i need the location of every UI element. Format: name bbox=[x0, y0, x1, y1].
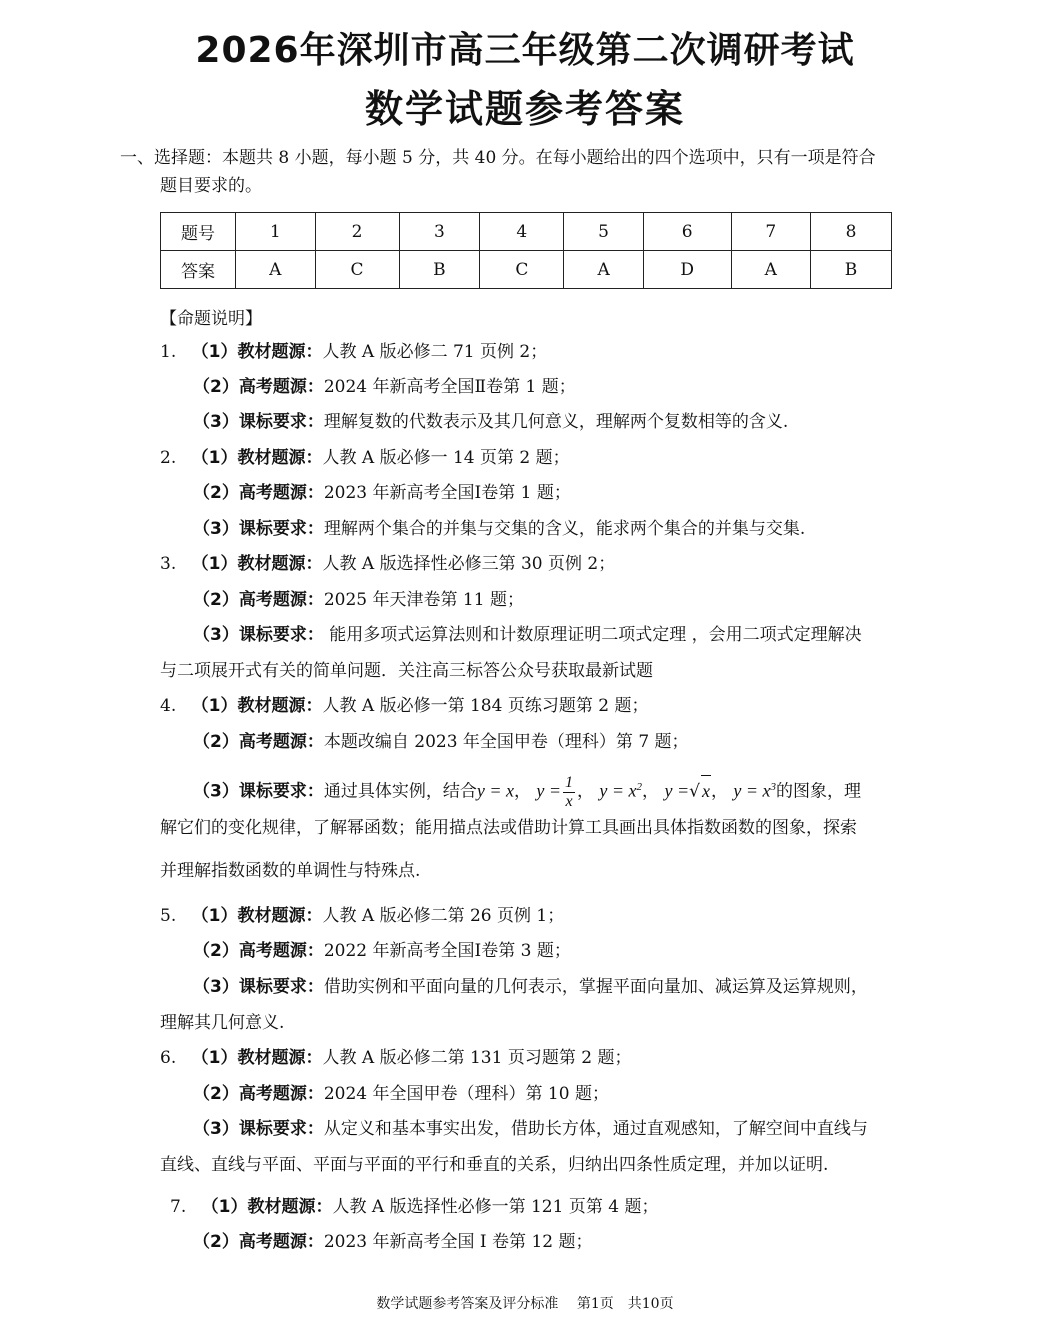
item-text: 2023 年新高考全国 Ⅰ 卷第 12 题； bbox=[323, 1232, 593, 1252]
math-expr: y = x bbox=[733, 780, 771, 801]
list-item bbox=[193, 517, 805, 541]
list-item bbox=[193, 375, 576, 399]
item-text: 能用多项式运算法则和计数原理证明二项式定理 ，会用二项式定理解决 bbox=[323, 625, 862, 645]
item-text: 从定义和基本事实出发，借助长方体，通过直观感知，了解空间中直线与 bbox=[323, 1119, 868, 1139]
item-label: （2）高考题源： bbox=[193, 483, 324, 503]
row-label-number: 题号 bbox=[161, 213, 236, 251]
table-cell: 8 bbox=[811, 213, 892, 251]
list-item bbox=[193, 410, 788, 434]
table-cell: A bbox=[731, 251, 811, 289]
list-item bbox=[160, 694, 648, 718]
item-text: 人教 A 版必修一 14 页第 2 题； bbox=[322, 448, 570, 468]
item-label: （1）教材题源： bbox=[201, 1197, 333, 1217]
list-item bbox=[193, 975, 868, 999]
item-label: （3）课标要求： bbox=[193, 781, 324, 802]
table-cell: B bbox=[811, 251, 892, 289]
explain-heading: 【命题说明】 bbox=[160, 309, 262, 329]
item-text: 2025 年天津卷第 11 题； bbox=[323, 590, 524, 610]
item-label: （2）高考题源： bbox=[193, 941, 324, 961]
math-expr: y = x bbox=[476, 780, 514, 801]
table-cell: C bbox=[480, 251, 564, 289]
item-number: 2. bbox=[160, 448, 177, 468]
item-text: 人教 A 版选择性必修三第 30 页例 2； bbox=[322, 554, 616, 574]
item-label: （2）高考题源： bbox=[193, 732, 324, 752]
math-exponent: 2 bbox=[636, 781, 643, 793]
title-line-1: 2026年深圳市高三年级第二次调研考试 bbox=[195, 30, 855, 71]
item-label: （2）高考题源： bbox=[193, 590, 324, 610]
item-label: （2）高考题源： bbox=[193, 1084, 324, 1104]
list-item bbox=[193, 1082, 609, 1106]
item-text: 2023 年新高考全国Ⅰ卷第 1 题； bbox=[323, 483, 571, 503]
item-text: 2022 年新高考全国Ⅰ卷第 3 题； bbox=[323, 941, 571, 961]
list-item bbox=[160, 1046, 631, 1070]
item-label: （3）课标要求： bbox=[193, 977, 324, 997]
math-radicand: x bbox=[701, 775, 711, 806]
table-cell: 7 bbox=[731, 213, 811, 251]
list-item bbox=[160, 904, 564, 928]
table-cell: 2 bbox=[315, 213, 399, 251]
list-item bbox=[160, 340, 547, 364]
item-number: 7. bbox=[170, 1197, 187, 1217]
item-text: 借助实例和平面向量的几何表示，掌握平面向量加、减运算及运算规则， bbox=[323, 977, 868, 997]
item-text-cont: 并理解指数函数的单调性与特殊点. bbox=[160, 861, 421, 881]
separator: ， bbox=[642, 781, 660, 802]
item-label: （1）教材题源： bbox=[191, 1048, 323, 1068]
item-text-cont: 与二项展开式有关的简单问题．关注高三标答公众号获取最新试题 bbox=[160, 661, 653, 681]
list-item bbox=[193, 1230, 592, 1254]
item-text-cont: 直线、直线与平面、平面与平面的平行和垂直的关系，归纳出四条性质定理，并加以证明. bbox=[160, 1155, 829, 1175]
item-number: 6. bbox=[160, 1048, 177, 1068]
list-item bbox=[160, 446, 570, 470]
item-text: 人教 A 版必修一第 184 页练习题第 2 题； bbox=[322, 696, 649, 716]
list-item bbox=[193, 730, 689, 754]
table-cell: 1 bbox=[236, 213, 316, 251]
separator: ， bbox=[513, 781, 531, 802]
item-text: 理解两个集合的并集与交集的含义，能求两个集合的并集与交集. bbox=[323, 519, 806, 539]
list-item bbox=[160, 552, 615, 576]
table-cell: 3 bbox=[399, 213, 480, 251]
item-label: （1）教材题源： bbox=[191, 342, 323, 362]
item-label: （1）教材题源： bbox=[191, 906, 323, 926]
item-text: 人教 A 版必修二第 26 页例 1； bbox=[322, 906, 565, 926]
math-expr: y = bbox=[536, 780, 562, 801]
table-cell: A bbox=[564, 251, 644, 289]
item-text: 人教 A 版选择性必修一第 121 页第 4 题； bbox=[332, 1197, 659, 1217]
frac-den: x bbox=[565, 792, 573, 810]
item-text-cont: 解它们的变化规律，了解幂函数；能用描点法或借助计算工具画出具体指数函数的图象，探索 bbox=[160, 818, 857, 838]
list-item bbox=[193, 1117, 868, 1141]
table-cell: A bbox=[236, 251, 316, 289]
item-number: 1. bbox=[160, 342, 177, 362]
item-text: 理解复数的代数表示及其几何意义，理解两个复数相等的含义. bbox=[323, 412, 789, 432]
item-text: 2024 年全国甲卷（理科）第 10 题； bbox=[323, 1084, 609, 1104]
list-item bbox=[193, 939, 571, 963]
answer-table bbox=[160, 212, 892, 289]
item-label: （2）高考题源： bbox=[193, 1232, 324, 1252]
page-footer: 数学试题参考答案及评分标准 第1页 共10页 bbox=[376, 1296, 674, 1312]
item-text: 本题改编自 2023 年全国甲卷（理科）第 7 题； bbox=[323, 732, 689, 752]
math-fraction bbox=[563, 774, 575, 811]
section-intro-cont: 题目要求的。 bbox=[160, 176, 262, 196]
separator: ， bbox=[577, 781, 595, 802]
list-item bbox=[193, 623, 862, 647]
item-label: （1）教材题源： bbox=[191, 554, 323, 574]
table-cell: C bbox=[315, 251, 399, 289]
list-item bbox=[193, 588, 524, 612]
math-expr: y = x bbox=[599, 780, 637, 801]
item-label: （3）课标要求： bbox=[193, 625, 324, 645]
table-cell: 4 bbox=[480, 213, 564, 251]
item-text: 人教 A 版必修二 71 页例 2； bbox=[322, 342, 548, 362]
list-item bbox=[193, 772, 861, 811]
sqrt-sign: √ bbox=[689, 781, 700, 802]
item-number: 4. bbox=[160, 696, 177, 716]
item-text-cont: 理解其几何意义. bbox=[160, 1013, 285, 1033]
section-intro: 一、选择题：本题共 8 小题，每小题 5 分，共 40 分。在每小题给出的四个选项中，只有一项是符合 bbox=[120, 148, 876, 168]
list-item bbox=[193, 481, 571, 505]
row-label-answer: 答案 bbox=[161, 251, 236, 289]
item-text: 2024 年新高考全国Ⅱ卷第 1 题； bbox=[323, 377, 576, 397]
table-row-numbers bbox=[161, 213, 892, 251]
table-cell: 5 bbox=[564, 213, 644, 251]
table-cell: D bbox=[643, 251, 731, 289]
item-label: （1）教材题源： bbox=[191, 696, 323, 716]
item-text: 人教 A 版必修二第 131 页习题第 2 题； bbox=[322, 1048, 632, 1068]
math-exponent: 3 bbox=[770, 781, 776, 793]
item-number: 5. bbox=[160, 906, 177, 926]
item-label: （3）课标要求： bbox=[193, 519, 324, 539]
item-text: 通过具体实例，结合 bbox=[323, 781, 477, 802]
item-label: （1）教材题源： bbox=[191, 448, 323, 468]
list-item bbox=[170, 1195, 658, 1219]
table-cell: B bbox=[399, 251, 480, 289]
item-label: （2）高考题源： bbox=[193, 377, 324, 397]
table-cell: 6 bbox=[643, 213, 731, 251]
table-row-answers bbox=[161, 251, 892, 289]
title-line-2: 数学试题参考答案 bbox=[364, 87, 685, 131]
item-number: 3. bbox=[160, 554, 177, 574]
math-expr: y = bbox=[664, 780, 690, 801]
separator: ， bbox=[710, 781, 728, 802]
frac-num: 1 bbox=[565, 773, 574, 791]
item-label: （3）课标要求： bbox=[193, 412, 324, 432]
item-text: 的图象，理 bbox=[775, 781, 861, 802]
item-label: （3）课标要求： bbox=[193, 1119, 324, 1139]
